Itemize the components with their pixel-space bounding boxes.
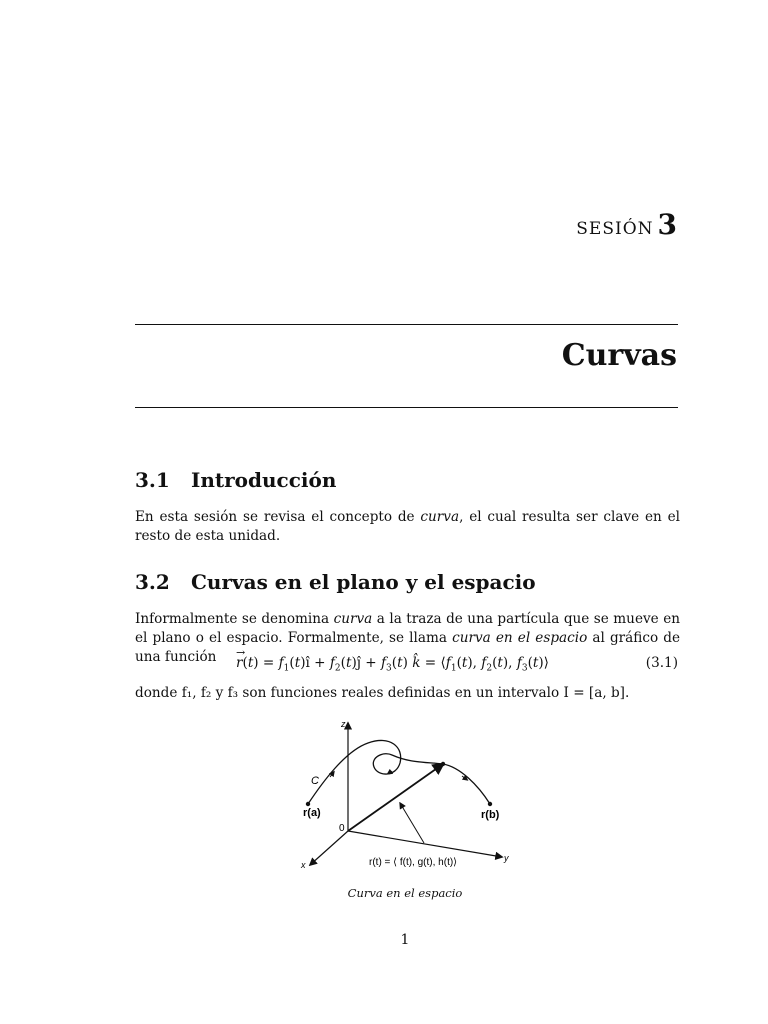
- intro-paragraph: [135, 508, 680, 546]
- space-curve-figure: [300, 717, 515, 877]
- equation-3-1: → $r(t) = f_1(t)ı̂$ + $f_2(t)ȷ̂ + f_3(t)$ k̂ = $⟨f_1(t)$, $f_2(t)$, $f_3(t)⟩$: [236, 646, 549, 674]
- end-point: [488, 802, 492, 806]
- y-label: y: [504, 853, 509, 863]
- origin-label: 0: [339, 823, 345, 834]
- x-label: x: [301, 860, 306, 870]
- text-run: En esta sesión se revisa el concepto de: [135, 509, 421, 525]
- emphasis: curva en el espacio: [452, 630, 588, 646]
- rb-label: r(b): [481, 809, 500, 821]
- session-number: 3: [657, 208, 677, 241]
- figure-caption: Curva en el espacio: [347, 886, 463, 900]
- emphasis: curva: [420, 509, 460, 525]
- curve-arrow: [462, 776, 466, 779]
- chapter-title: Curvas: [561, 338, 677, 373]
- x-axis: [310, 831, 348, 865]
- text-run: Informalmente se denomina: [135, 611, 334, 627]
- text-run: a la traza de una partícula que se mueve en el plano o el espacio. Formalmente, se llama: [135, 611, 680, 646]
- curve-point: [441, 762, 445, 766]
- position-vector: [348, 764, 443, 831]
- start-point: [306, 802, 310, 806]
- after-equation-text: donde f₁, f₂ y f₃ son funciones reales definidas en un intervalo I = [a, b].: [135, 685, 630, 701]
- section-number: 3.2: [135, 570, 170, 594]
- section-title: Introducción: [191, 468, 337, 492]
- z-label: z: [341, 719, 346, 729]
- equation-number: (3.1): [645, 655, 678, 671]
- section-title: Curvas en el plano y el espacio: [191, 570, 536, 594]
- text-run: , el cual resulta ser clave en el resto de esta unidad.: [135, 509, 680, 544]
- bottom-rule: [135, 407, 678, 408]
- text-run: al gráfico de una función: [135, 630, 680, 665]
- pointer-line: [400, 803, 424, 843]
- session-label: [576, 208, 677, 241]
- y-axis: [348, 831, 502, 857]
- top-rule: [135, 324, 678, 325]
- ra-label: r(a): [303, 807, 321, 819]
- curve-label: C: [311, 775, 319, 787]
- section-number: 3.1: [135, 468, 170, 492]
- session-word: SESIÓN: [576, 219, 654, 239]
- rt-label: r(t) = ⟨ f(t), g(t), h(t)⟩: [369, 857, 458, 868]
- emphasis: curva: [333, 611, 373, 627]
- section-heading-3-1: [135, 468, 336, 492]
- section-heading-3-2: [135, 570, 536, 594]
- page-number: 1: [400, 932, 410, 948]
